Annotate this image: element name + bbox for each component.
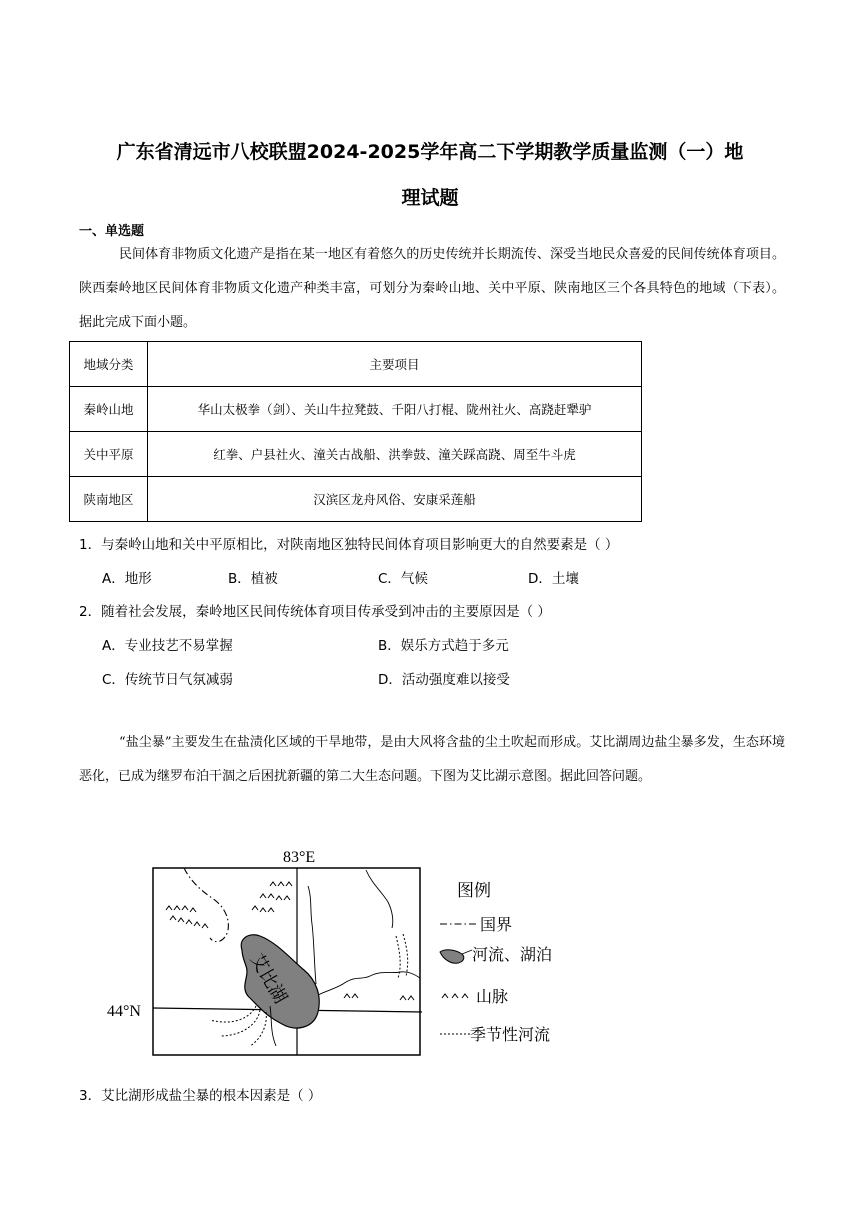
document-title-line-2: 理试题: [401, 187, 459, 209]
document-title-line-1: 广东省清远市八校联盟2024-2025学年高二下学期教学质量监测（一）地: [116, 141, 744, 163]
table-cell-items: 红拳、户县社火、潼关古战船、洪拳鼓、潼关踩高跷、周至牛斗虎: [148, 432, 642, 477]
question-2-stem: 2．随着社会发展，秦岭地区民间传统体育项目传承受到冲击的主要原因是（ ）: [79, 604, 551, 620]
ebinur-lake-map: [100, 840, 580, 1060]
table-cell-region: 陕南地区: [70, 477, 148, 522]
question-2-option-a: A．专业技艺不易掌握: [102, 638, 233, 654]
legend-title: 图例: [457, 881, 491, 900]
table-row: [70, 387, 642, 432]
legend-item-seasonal-river: 季节性河流: [470, 1027, 551, 1044]
legend-item-river-lake: 河流、湖泊: [472, 947, 553, 964]
sports-heritage-table: [69, 341, 642, 522]
seasonal-river: [403, 934, 408, 976]
question-2-option-d: D．活动强度难以接受: [378, 672, 510, 688]
river: [366, 870, 393, 928]
question-2-option-c: C．传统节日气氛减弱: [102, 672, 233, 688]
question-3-stem: 3．艾比湖形成盐尘暴的根本因素是（ ）: [79, 1088, 322, 1104]
question-1-stem: 1．与秦岭山地和关中平原相比，对陕南地区独特民间体育项目影响更大的自然要素是（ ）: [79, 537, 619, 553]
question-2-option-b: B．娱乐方式趋于多元: [378, 638, 509, 654]
table-cell-items: 华山太极拳（剑）、关山牛拉凳鼓、千阳八打棍、陇州社火、高跷赶犟驴: [148, 387, 642, 432]
longitude-label: 83°E: [283, 849, 316, 866]
legend-lake-symbol: [440, 950, 464, 963]
question-1-option-d: D．土壤: [528, 571, 579, 587]
legend-item-border: 国界: [480, 917, 513, 934]
table-header-cell: 主要项目: [148, 342, 642, 387]
question-1-option-b: B．植被: [228, 571, 278, 587]
river: [308, 886, 316, 984]
table-header-cell: 地域分类: [70, 342, 148, 387]
table-cell-region: 秦岭山地: [70, 387, 148, 432]
lake-name: 艾比湖: [246, 950, 291, 1007]
seasonal-river: [220, 1010, 260, 1036]
passage-2: “盐尘暴”主要发生在盐渍化区域的干旱地带，是由大风将含盐的尘土吹起而形成。艾比湖周边盐尘暴多发，生态环境恶化，已成为继罗布泊干涸之后困扰新疆的第二大生态问题。下图为艾比湖示意图。据此回答问题。: [79, 735, 785, 784]
table-cell-items: 汉滨区龙舟风俗、安康采莲船: [148, 477, 642, 522]
latitude-label: 44°N: [107, 1003, 141, 1020]
river: [318, 972, 420, 995]
legend-item-mountain: 山脉: [476, 989, 509, 1006]
passage-1: 民间体育非物质文化遗产是指在某一地区有着悠久的历史传统并长期流传、深受当地民众喜爱的民间传统体育项目。陕西秦岭地区民间体育非物质文化遗产种类丰富，可划分为秦岭山地、关中平原、陕南地区三个各具特色的地域（下表）。据此完成下面小题。: [79, 247, 785, 330]
table-row: [70, 477, 642, 522]
legend-mountain-symbol: [442, 994, 468, 998]
section-heading: 一、单选题: [79, 224, 145, 239]
table-row: [70, 432, 642, 477]
table-cell-region: 关中平原: [70, 432, 148, 477]
question-1-option-c: C．气候: [378, 571, 428, 587]
legend-river-line: [462, 950, 472, 954]
seasonal-river: [396, 936, 400, 978]
national-border: [184, 868, 228, 942]
question-1-option-a: A．地形: [102, 571, 152, 587]
seasonal-river: [250, 1012, 266, 1046]
table-header-row: [70, 342, 642, 387]
